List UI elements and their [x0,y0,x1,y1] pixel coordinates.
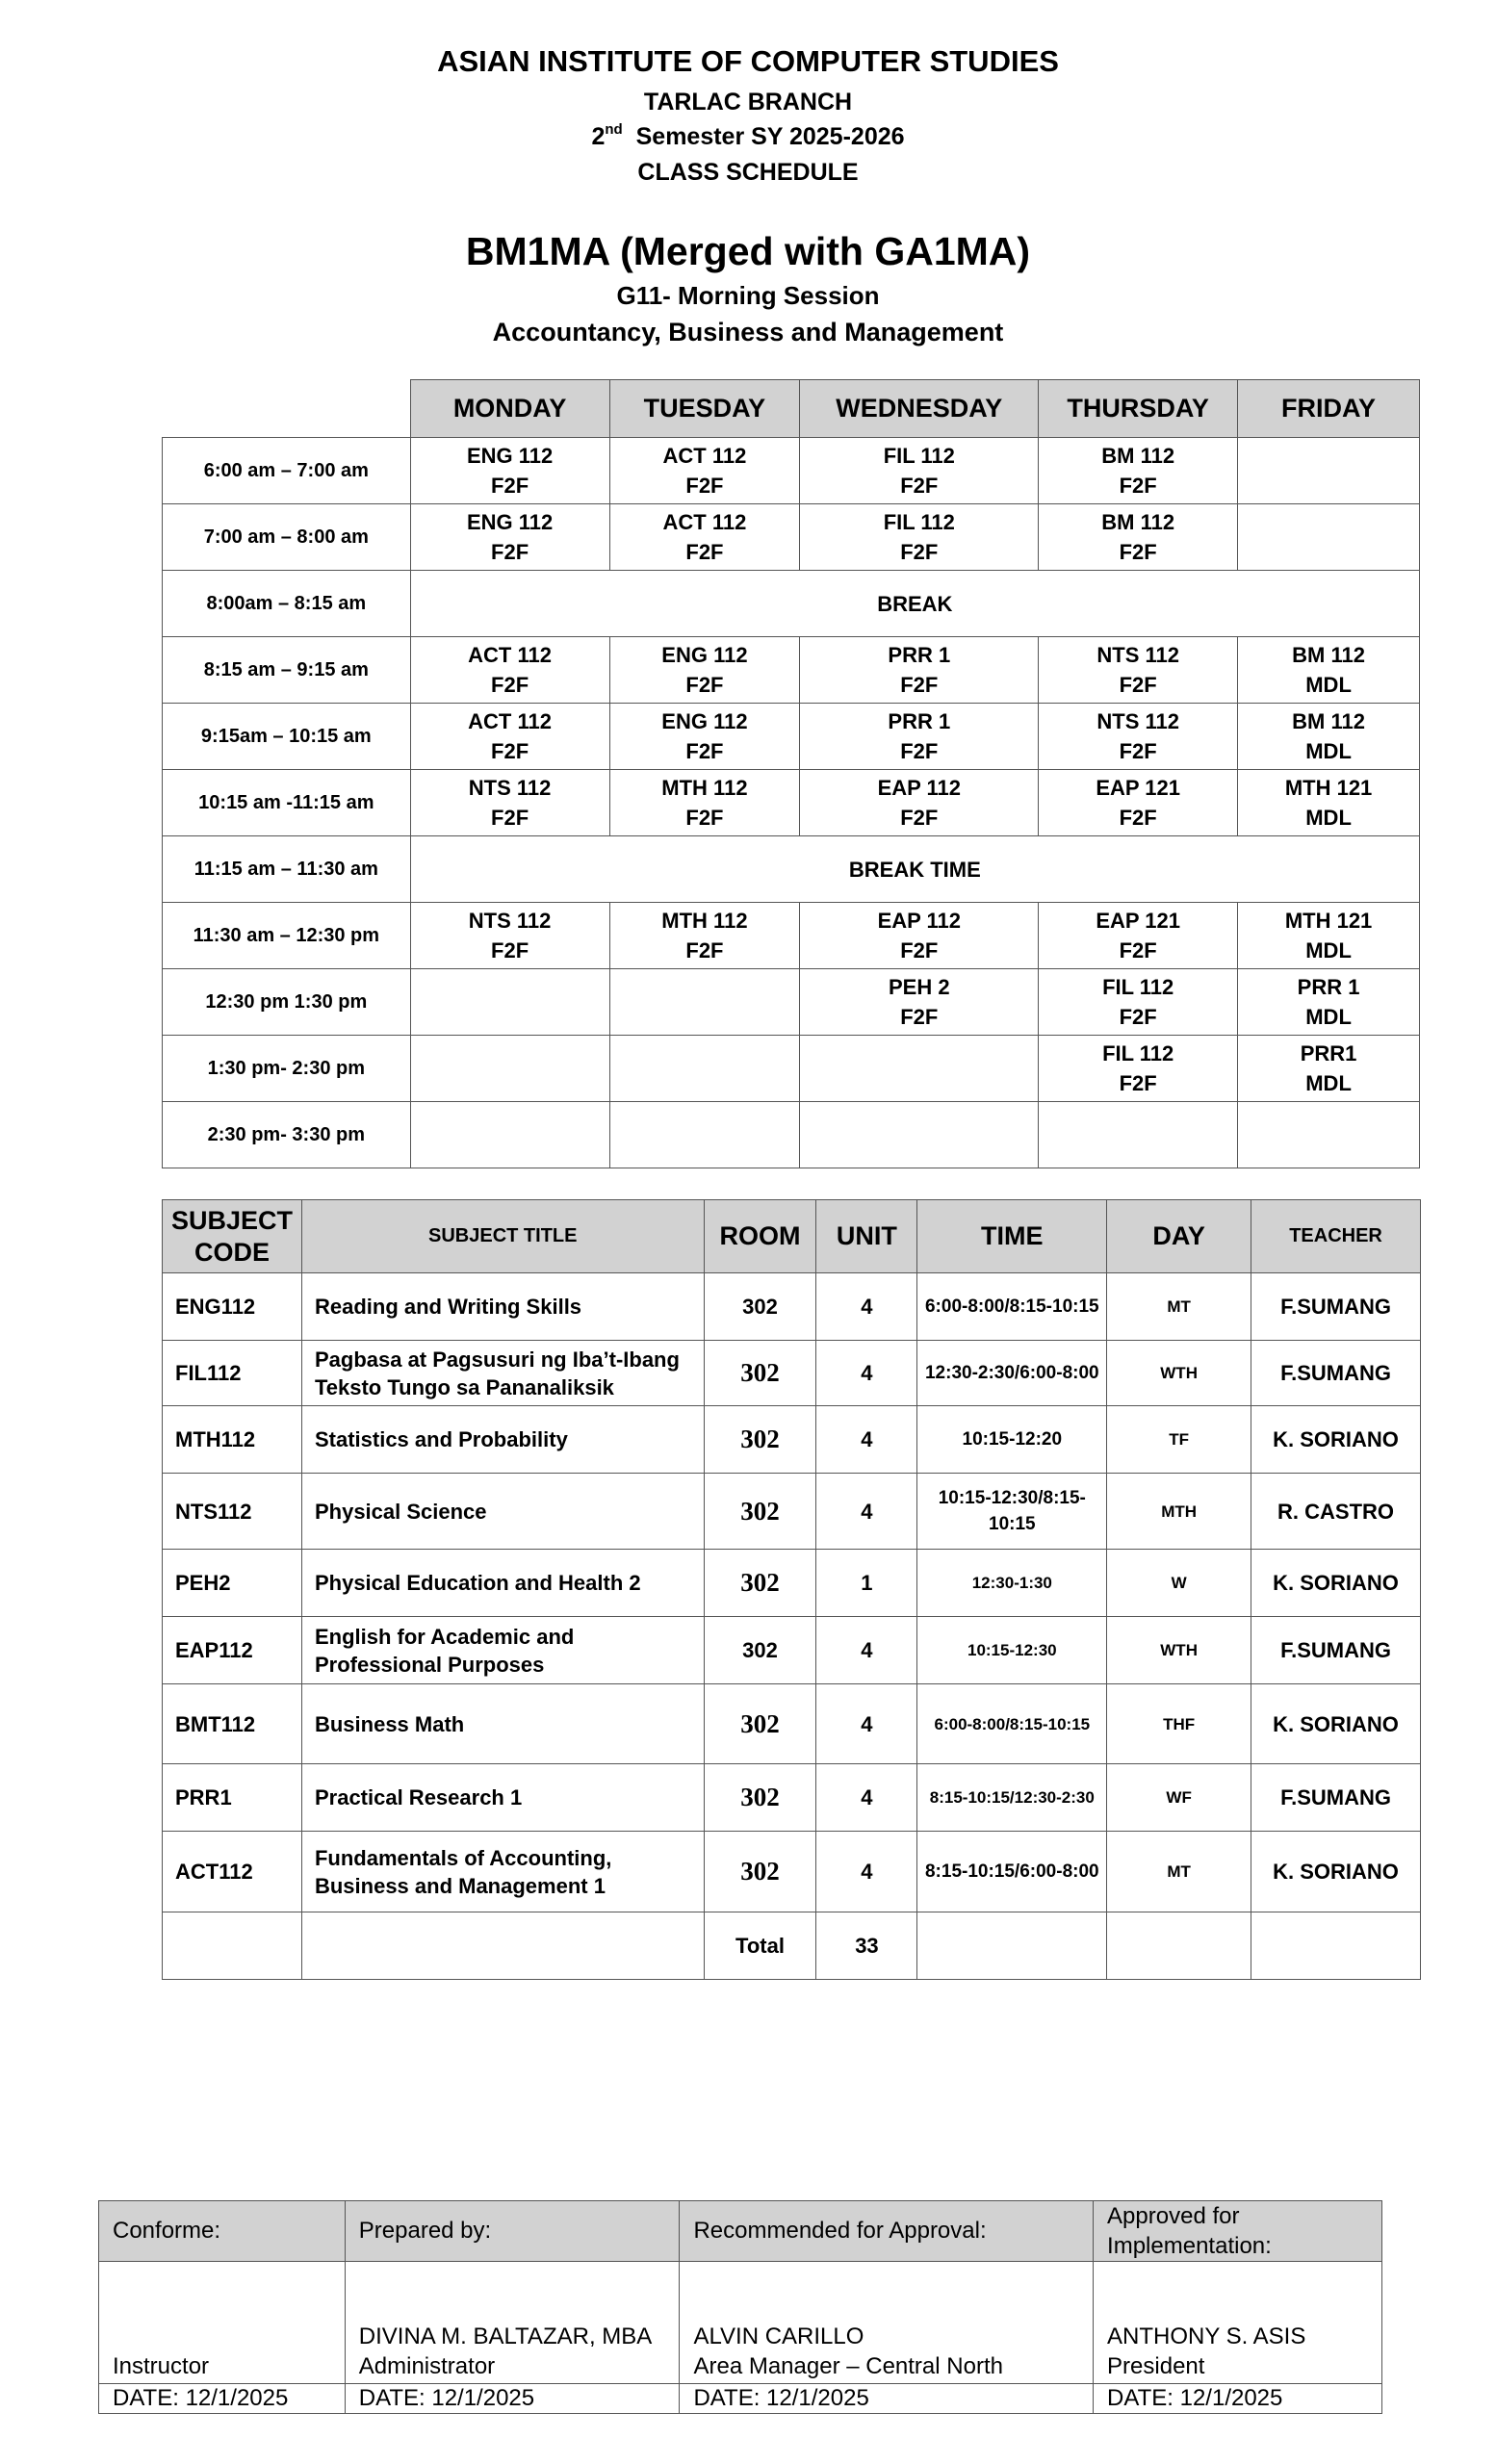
class-cell [1039,903,1238,969]
time-slot: 6:00 am – 7:00 am [163,438,411,504]
class-mode: F2F [900,1005,939,1029]
subject-row [163,1341,1421,1406]
subject-title: Physical Science [301,1474,704,1550]
class-mode: F2F [1119,739,1157,763]
subject-code: MTH112 [163,1406,302,1474]
class-cell [1238,1102,1420,1168]
total-units: 33 [816,1912,917,1980]
class-mode: MDL [1305,739,1352,763]
class-mode: F2F [1119,1005,1157,1029]
subject-teacher: R. CASTRO [1251,1474,1421,1550]
class-subject: NTS 112 [1096,643,1179,667]
class-cell [609,438,800,504]
schedule-row [163,1036,1420,1102]
class-subject: ENG 112 [661,643,748,667]
signatory-role: President [1107,2353,1205,2379]
class-subject: ACT 112 [468,643,552,667]
subject-code: PEH2 [163,1550,302,1617]
class-subject: MTH 121 [1284,776,1373,800]
time-slot: 8:15 am – 9:15 am [163,637,411,704]
subject-day: W [1107,1550,1251,1617]
day-header: FRIDAY [1238,380,1420,438]
subject-title-header: SUBJECT TITLE [301,1200,704,1273]
subject-room: 302 [704,1273,816,1341]
schedule-row [163,571,1420,637]
class-mode: F2F [491,673,529,697]
subject-unit: 1 [816,1550,917,1617]
class-mode: F2F [685,673,724,697]
signatory-name: DIVINA M. BALTAZAR, MBA [358,2323,653,2349]
subject-unit: 4 [816,1406,917,1474]
semester-suffix: nd [605,121,623,138]
class-subject: MTH 121 [1284,909,1373,933]
semester-text: Semester SY 2025-2026 [635,123,905,150]
conforme-label: Conforme: [99,2201,346,2262]
day-header: MONDAY [410,380,609,438]
branch-name: TARLAC BRANCH [643,89,853,116]
class-cell [1238,1036,1420,1102]
schedule-row [163,969,1420,1036]
class-cell [1039,1102,1238,1168]
subject-title: Statistics and Probability [301,1406,704,1474]
subject-teacher: F.SUMANG [1251,1341,1421,1406]
weekly-schedule-table [162,379,1420,1168]
document-type: CLASS SCHEDULE [637,159,859,186]
class-mode: MDL [1305,673,1352,697]
class-mode: F2F [491,739,529,763]
subject-day: MTH [1107,1474,1251,1550]
class-mode: F2F [491,540,529,564]
signatory-cell [680,2262,1094,2384]
subject-teacher: K. SORIANO [1251,1832,1421,1912]
empty-cell [917,1912,1107,1980]
schedule-body [163,438,1420,1168]
class-subject: NTS 112 [468,909,552,933]
class-subject: ACT 112 [662,444,747,468]
class-cell [1039,504,1238,571]
schedule-header-row [163,380,1420,438]
class-cell [410,969,609,1036]
schedule-row [163,438,1420,504]
subject-code: ACT112 [163,1832,302,1912]
class-mode: F2F [685,540,724,564]
class-cell [609,1102,800,1168]
schedule-row [163,504,1420,571]
class-subject: ACT 112 [662,510,747,534]
recommended-label: Recommended for Approval: [680,2201,1094,2262]
class-mode: F2F [1119,474,1157,498]
total-row [163,1912,1421,1980]
class-mode: F2F [1119,806,1157,830]
empty-cell [163,1912,302,1980]
subject-title: Business Math [301,1684,704,1764]
empty-cell [301,1912,704,1980]
class-cell [410,704,609,770]
class-mode: F2F [900,739,939,763]
subject-day: WTH [1107,1617,1251,1684]
signature-header-row [99,2201,1382,2262]
subject-room: 302 [704,1406,816,1474]
class-subject: PEH 2 [889,975,950,999]
class-cell [800,903,1039,969]
subject-code: PRR1 [163,1764,302,1832]
subject-time: 6:00-8:00/8:15-10:15 [917,1684,1107,1764]
class-mode: F2F [900,673,939,697]
class-subject: MTH 112 [661,776,748,800]
schedule-row [163,1102,1420,1168]
subject-teacher: K. SORIANO [1251,1550,1421,1617]
signatory-name: ALVIN CARILLO [693,2323,864,2349]
signatory-role: Administrator [358,2353,496,2379]
subject-room: 302 [704,1764,816,1832]
class-cell [800,637,1039,704]
class-mode: F2F [685,739,724,763]
class-cell [410,504,609,571]
class-mode: F2F [685,806,724,830]
class-subject: FIL 112 [1102,975,1174,999]
class-cell [410,1036,609,1102]
subject-row [163,1474,1421,1550]
subject-unit: 4 [816,1273,917,1341]
class-cell [1238,969,1420,1036]
class-subject: EAP 121 [1096,909,1180,933]
subject-unit: 4 [816,1341,917,1406]
class-mode: F2F [1119,540,1157,564]
class-cell [800,438,1039,504]
class-cell [609,1036,800,1102]
subject-title: Pagbasa at Pagsusuri ng Iba’t-Ibang Teksto Tungo sa Pananaliksik [301,1341,704,1406]
class-cell [609,969,800,1036]
class-subject: PRR1 [1300,1041,1357,1065]
subject-day: WF [1107,1764,1251,1832]
class-subject: NTS 112 [468,776,552,800]
subject-teacher: F.SUMANG [1251,1764,1421,1832]
time-slot: 12:30 pm 1:30 pm [163,969,411,1036]
class-subject: EAP 121 [1096,776,1180,800]
class-cell [800,969,1039,1036]
class-subject: EAP 112 [877,909,962,933]
class-cell [1238,770,1420,836]
class-cell [410,438,609,504]
unit-header: UNIT [816,1200,917,1273]
class-cell [1039,770,1238,836]
subject-teacher: F.SUMANG [1251,1273,1421,1341]
subject-code: NTS112 [163,1474,302,1550]
time-header: TIME [917,1200,1107,1273]
signatory-cell [345,2262,680,2384]
class-subject: ENG 112 [466,510,554,534]
class-subject: PRR 1 [888,643,951,667]
subject-row [163,1550,1421,1617]
subject-title: Practical Research 1 [301,1764,704,1832]
signature-date: DATE: 12/1/2025 [99,2384,346,2414]
class-subject: ENG 112 [466,444,554,468]
class-subject: BM 112 [1292,643,1365,667]
class-cell [609,637,800,704]
subject-title: English for Academic and Professional Purposes [301,1617,704,1684]
room-header: ROOM [704,1200,816,1273]
class-cell [1238,637,1420,704]
subjects-table [162,1199,1421,1980]
schedule-row [163,704,1420,770]
subject-room: 302 [704,1550,816,1617]
teacher-header: TEACHER [1251,1200,1421,1273]
signature-table [98,2200,1382,2414]
class-subject: FIL 112 [883,444,955,468]
signatory-cell [99,2262,346,2384]
subject-unit: 4 [816,1617,917,1684]
class-mode: MDL [1305,1005,1352,1029]
section-title: BM1MA (Merged with GA1MA) [465,229,1031,273]
class-mode: MDL [1305,806,1352,830]
subjects-body [163,1273,1421,1912]
time-slot: 10:15 am -11:15 am [163,770,411,836]
class-cell [1039,438,1238,504]
subject-teacher: K. SORIANO [1251,1406,1421,1474]
class-cell [800,1036,1039,1102]
subjects-header-row [163,1200,1421,1273]
class-cell [410,637,609,704]
class-subject: FIL 112 [883,510,955,534]
subject-unit: 4 [816,1764,917,1832]
day-header-col: DAY [1107,1200,1251,1273]
subject-unit: 4 [816,1832,917,1912]
class-mode: F2F [900,806,939,830]
class-mode: F2F [685,474,724,498]
class-mode: MDL [1305,1071,1352,1095]
class-subject: NTS 112 [1096,709,1179,733]
class-subject: PRR 1 [888,709,951,733]
time-slot: 9:15am – 10:15 am [163,704,411,770]
subject-teacher: F.SUMANG [1251,1617,1421,1684]
class-cell [1039,1036,1238,1102]
subject-row [163,1764,1421,1832]
class-cell [410,770,609,836]
class-cell [410,1102,609,1168]
signatory-role: Instructor [113,2353,210,2379]
approved-label-text: Approved for Implementation: [1107,2203,1272,2259]
subject-title: Physical Education and Health 2 [301,1550,704,1617]
subject-row [163,1406,1421,1474]
class-mode: F2F [900,474,939,498]
class-cell [800,504,1039,571]
signatory-role: Area Manager – Central North [693,2353,1003,2379]
class-mode: F2F [491,938,529,962]
subject-time: 10:15-12:30/8:15-10:15 [917,1474,1107,1550]
subject-code: ENG112 [163,1273,302,1341]
class-cell [609,504,800,571]
subject-time: 10:15-12:30 [917,1617,1107,1684]
class-mode: F2F [1119,1071,1157,1095]
class-cell [1238,438,1420,504]
day-header: THURSDAY [1039,380,1238,438]
subject-code: EAP112 [163,1617,302,1684]
schedule-corner [163,380,411,438]
subject-unit: 4 [816,1474,917,1550]
class-subject: ACT 112 [468,709,552,733]
subject-row [163,1684,1421,1764]
signatory-name: ANTHONY S. ASIS [1107,2323,1306,2349]
signature-body-row [99,2262,1382,2384]
class-cell [609,704,800,770]
class-mode: MDL [1305,938,1352,962]
schedule-row [163,770,1420,836]
day-header: TUESDAY [609,380,800,438]
class-subject: FIL 112 [1102,1041,1174,1065]
subject-room: 302 [704,1474,816,1550]
signature-date: DATE: 12/1/2025 [680,2384,1094,2414]
empty-cell [1251,1912,1421,1980]
class-mode: F2F [491,806,529,830]
subject-day: MT [1107,1273,1251,1341]
time-slot: 1:30 pm- 2:30 pm [163,1036,411,1102]
subject-day: MT [1107,1832,1251,1912]
subject-time: 10:15-12:20 [917,1406,1107,1474]
class-cell [609,903,800,969]
approved-label [1094,2201,1382,2262]
subject-room: 302 [704,1832,816,1912]
subject-time: 8:15-10:15/12:30-2:30 [917,1764,1107,1832]
class-mode: F2F [491,474,529,498]
school-name: ASIAN INSTITUTE OF COMPUTER STUDIES [437,44,1059,78]
time-slot: 2:30 pm- 3:30 pm [163,1102,411,1168]
day-header: WEDNESDAY [800,380,1039,438]
break-cell: BREAK TIME [410,836,1419,903]
time-slot: 8:00am – 8:15 am [163,571,411,637]
class-cell [1039,969,1238,1036]
subject-day: TF [1107,1406,1251,1474]
class-cell [800,770,1039,836]
subject-code-header: SUBJECT CODE [163,1200,302,1273]
prepared-by-label: Prepared by: [345,2201,680,2262]
subject-day: WTH [1107,1341,1251,1406]
class-mode: F2F [900,540,939,564]
class-mode: F2F [1119,938,1157,962]
subject-time: 12:30-1:30 [917,1550,1107,1617]
class-cell [1039,637,1238,704]
subject-room: 302 [704,1341,816,1406]
class-subject: BM 112 [1101,510,1175,534]
subject-teacher: K. SORIANO [1251,1684,1421,1764]
class-subject: MTH 112 [661,909,748,933]
signatory-cell [1094,2262,1382,2384]
class-subject: ENG 112 [661,709,748,733]
class-cell [1039,704,1238,770]
subject-room: 302 [704,1684,816,1764]
class-subject: BM 112 [1292,709,1365,733]
class-cell [1238,504,1420,571]
subject-code: FIL112 [163,1341,302,1406]
subject-title: Reading and Writing Skills [301,1273,704,1341]
schedule-row [163,836,1420,903]
schedule-row [163,903,1420,969]
time-slot: 11:30 am – 12:30 pm [163,903,411,969]
class-mode: F2F [685,938,724,962]
subject-row [163,1832,1421,1912]
semester-number: 2 [591,123,606,150]
subject-unit: 4 [816,1684,917,1764]
class-mode: F2F [900,938,939,962]
subject-row [163,1273,1421,1341]
class-cell [609,770,800,836]
subject-code: BMT112 [163,1684,302,1764]
class-subject: PRR 1 [1297,975,1360,999]
subject-row [163,1617,1421,1684]
class-cell [1238,903,1420,969]
session-title: G11- Morning Session [616,281,880,310]
time-slot: 7:00 am – 8:00 am [163,504,411,571]
subject-room: 302 [704,1617,816,1684]
class-cell [800,1102,1039,1168]
subject-time: 6:00-8:00/8:15-10:15 [917,1273,1107,1341]
class-subject: EAP 112 [877,776,962,800]
subject-time: 12:30-2:30/6:00-8:00 [917,1341,1107,1406]
class-cell [1238,704,1420,770]
signature-date: DATE: 12/1/2025 [345,2384,680,2414]
class-mode: F2F [1119,673,1157,697]
semester-line [0,123,1496,151]
class-subject: BM 112 [1101,444,1175,468]
break-cell: BREAK [410,571,1419,637]
signature-date: DATE: 12/1/2025 [1094,2384,1382,2414]
class-cell [410,903,609,969]
total-label: Total [704,1912,816,1980]
subject-time: 8:15-10:15/6:00-8:00 [917,1832,1107,1912]
signature-date-row [99,2384,1382,2414]
schedule-row [163,637,1420,704]
strand-title: Accountancy, Business and Management [492,318,1004,346]
time-slot: 11:15 am – 11:30 am [163,836,411,903]
subject-day: THF [1107,1684,1251,1764]
subject-title: Fundamentals of Accounting, Business and Management 1 [301,1832,704,1912]
empty-cell [1107,1912,1251,1980]
class-cell [800,704,1039,770]
